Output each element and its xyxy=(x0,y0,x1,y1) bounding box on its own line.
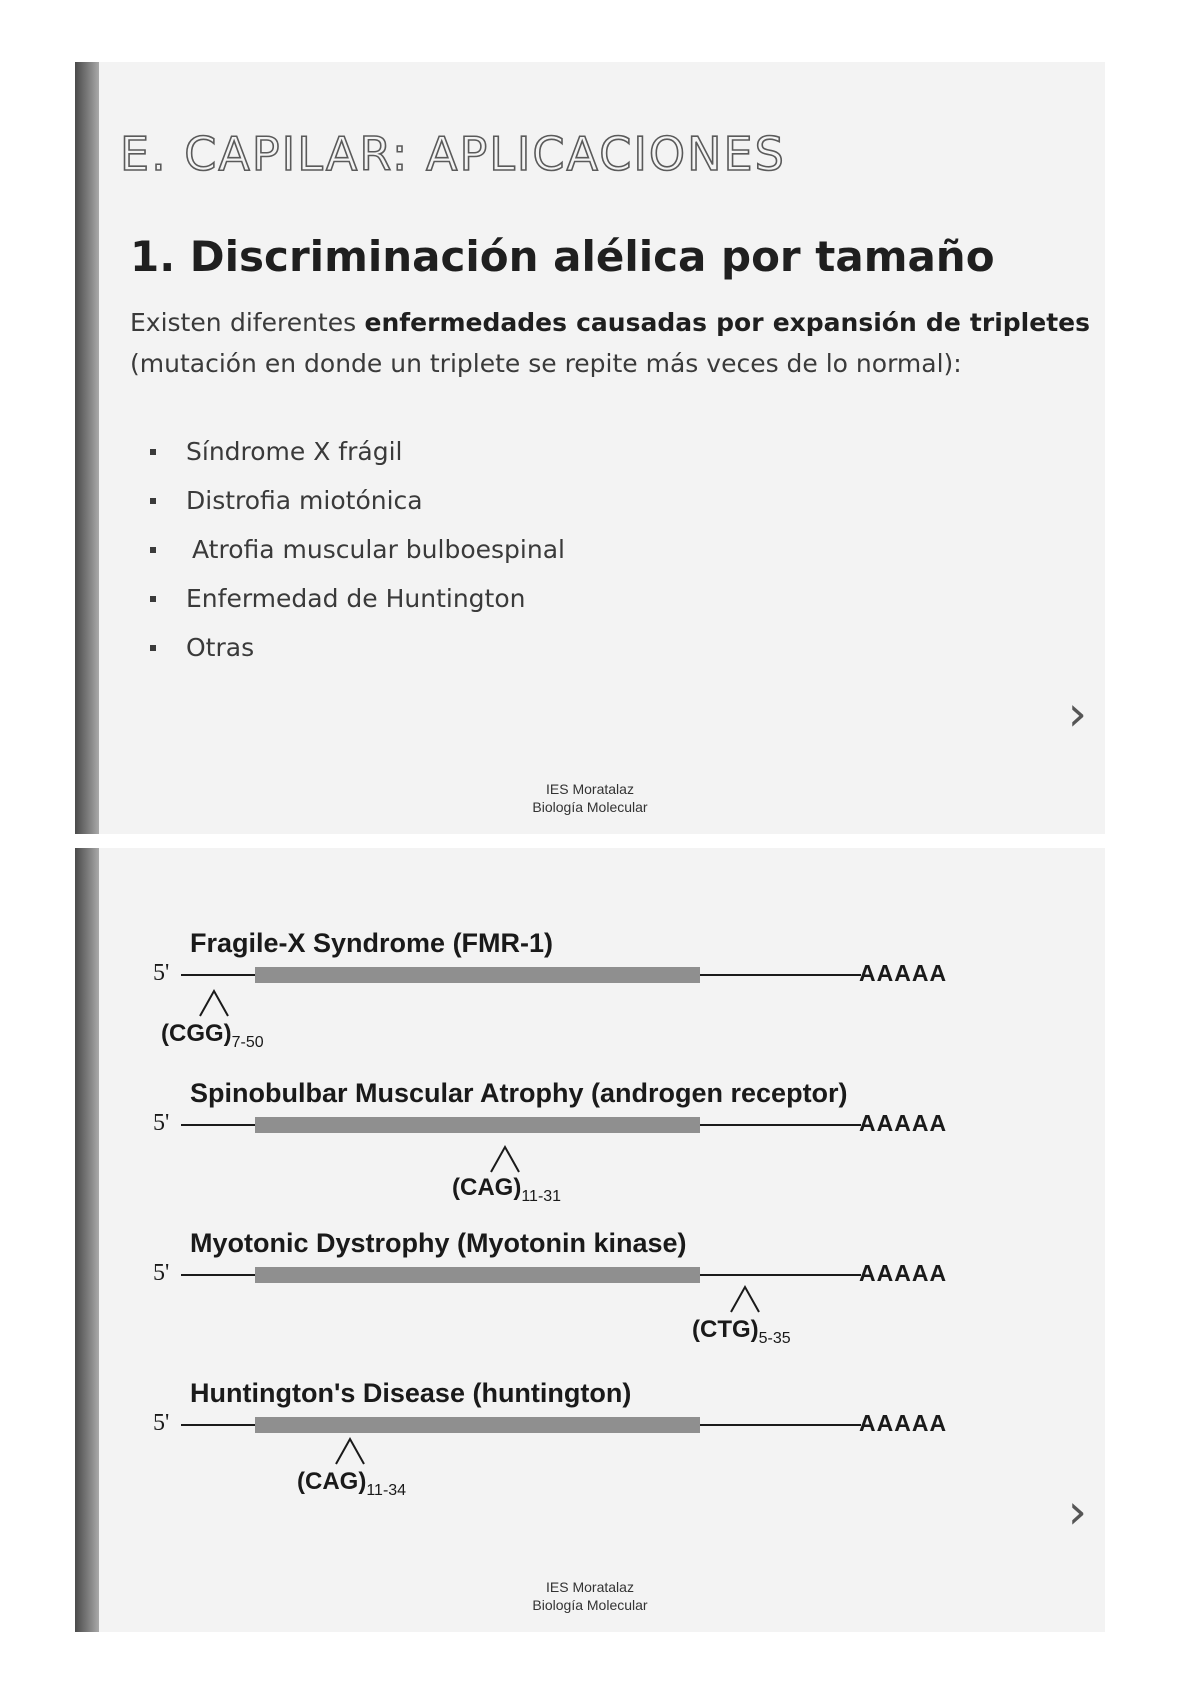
slide-footer xyxy=(75,1578,1105,1614)
intro-text-1: Existen diferentes xyxy=(130,308,365,337)
bullet-icon xyxy=(150,547,156,553)
repeat-range: 5-35 xyxy=(758,1330,791,1347)
repeat-site-caret-icon xyxy=(488,1144,522,1174)
bullet-icon xyxy=(150,498,156,504)
gene-title: Fragile-X Syndrome (FMR-1) xyxy=(190,928,554,958)
list-item xyxy=(150,574,565,623)
footer-school: IES Moratalaz xyxy=(546,1579,634,1595)
repeat-label-cag xyxy=(297,1468,406,1500)
poly-a-tail: AAAAA xyxy=(859,1260,948,1286)
list-item xyxy=(150,623,565,672)
gene-title: Spinobulbar Muscular Atrophy (androgen receptor) xyxy=(190,1078,848,1108)
poly-a-tail: AAAAA xyxy=(859,1410,948,1436)
list-item xyxy=(150,427,565,476)
disease-list xyxy=(150,427,565,672)
slide-accent-bar xyxy=(75,62,99,834)
gene-row-huntington xyxy=(75,1378,1105,1438)
poly-a-tail: AAAAA xyxy=(859,960,948,986)
repeat-label-ctg xyxy=(692,1316,791,1348)
intro-paragraph xyxy=(130,302,1090,384)
list-item-label: Otras xyxy=(186,633,255,662)
list-item-label: Síndrome X frágil xyxy=(186,437,403,466)
gene-title: Huntington's Disease (huntington) xyxy=(190,1378,632,1408)
footer-subject: Biología Molecular xyxy=(532,1597,648,1613)
slide-heading: 1. Discriminación alélica por tamaño xyxy=(130,232,995,281)
footer-subject: Biología Molecular xyxy=(532,799,648,815)
repeat-triplet: (CTG) xyxy=(692,1316,759,1343)
repeat-triplet: (CAG) xyxy=(297,1468,367,1495)
five-prime-label: 5' xyxy=(153,1110,170,1136)
intro-text-2: (mutación en donde un triplete se repite más veces de lo normal): xyxy=(130,349,962,378)
list-item-label: Atrofia muscular bulboespinal xyxy=(192,535,565,564)
footer-school: IES Moratalaz xyxy=(546,781,634,797)
next-slide-arrow-icon[interactable]: › xyxy=(1067,686,1087,742)
list-item xyxy=(150,476,565,525)
repeat-site-caret-icon xyxy=(197,988,231,1018)
five-prime-label: 5' xyxy=(153,1410,170,1436)
coding-region-bar xyxy=(255,1267,700,1283)
repeat-range: 11-34 xyxy=(366,1482,407,1499)
repeat-range: 7-50 xyxy=(231,1034,264,1051)
gene-title: Myotonic Dystrophy (Myotonin kinase) xyxy=(190,1228,687,1258)
repeat-range: 11-31 xyxy=(521,1188,562,1205)
repeat-label-cag xyxy=(452,1174,561,1206)
next-slide-arrow-icon[interactable]: › xyxy=(1067,1484,1087,1540)
five-prime-label: 5' xyxy=(153,1260,170,1286)
repeat-triplet: (CGG) xyxy=(161,1020,232,1047)
slide-footer xyxy=(75,780,1105,816)
gene-row-myotonic xyxy=(75,1228,1105,1288)
gene-row-spinobulbar xyxy=(75,1078,1105,1138)
repeat-label-cgg xyxy=(161,1020,264,1052)
bullet-icon xyxy=(150,645,156,651)
repeat-site-caret-icon xyxy=(333,1436,367,1466)
gene-row-fragile-x xyxy=(75,928,1105,988)
coding-region-bar xyxy=(255,1117,700,1133)
slide-aplicaciones xyxy=(75,62,1105,834)
list-item-label: Distrofia miotónica xyxy=(186,486,423,515)
repeat-site-caret-icon xyxy=(728,1284,762,1314)
bullet-icon xyxy=(150,449,156,455)
coding-region-bar xyxy=(255,967,700,983)
poly-a-tail: AAAAA xyxy=(859,1110,948,1136)
intro-bold-text: enfermedades causadas por expansión de tripletes xyxy=(364,308,1090,337)
coding-region-bar xyxy=(255,1417,700,1433)
repeat-triplet: (CAG) xyxy=(452,1174,522,1201)
five-prime-label: 5' xyxy=(153,960,170,986)
slide-trinucleotide-diagram xyxy=(75,848,1105,1632)
list-item xyxy=(150,525,565,574)
bullet-icon xyxy=(150,596,156,602)
section-title: E. CAPILAR: APLICACIONES xyxy=(120,127,786,181)
list-item-label: Enfermedad de Huntington xyxy=(186,584,526,613)
